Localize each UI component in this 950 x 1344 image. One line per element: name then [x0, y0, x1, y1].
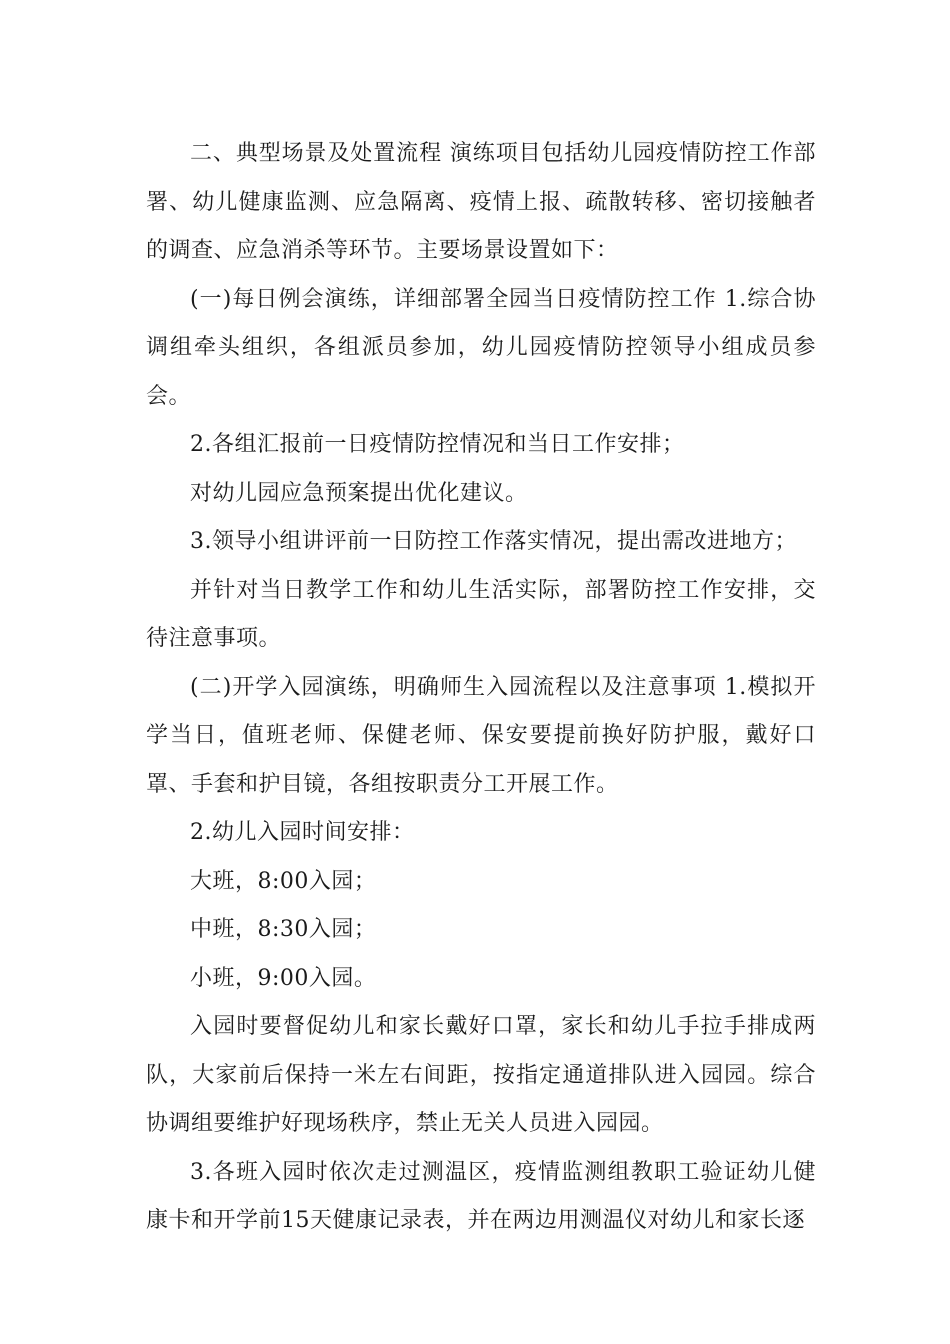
paragraph-entry-order: 入园时要督促幼儿和家长戴好口罩，家长和幼儿手拉手排成两队，大家前后保持一米左右间距，按指定通道排队进入园园。综合协调组要维护好现场秩序，禁止无关人员进入园园。 [146, 1014, 816, 1136]
paragraph-middle-class-time: 中班，8:30入园； [190, 917, 377, 942]
document-body [146, 130, 816, 1246]
paragraph-senior-class-time: 大班，8:00入园； [190, 868, 377, 894]
paragraph-deploy-arrangement: 并针对当日教学工作和幼儿生活实际，部署防控工作安排，交待注意事项。 [146, 577, 816, 651]
paragraph-daily-meeting: (一)每日例会演练，详细部署全园当日疫情防控工作 1.综合协调组牵头组织，各组派员参加，幼儿园疫情防控领导小组成员参会。 [146, 286, 816, 409]
paragraph-junior-class-time: 小班，9:00入园。 [190, 965, 377, 991]
paragraph-entry-schedule: 2.幼儿入园时间安排： [190, 820, 415, 845]
paragraph-temperature-check: 3.各班入园时依次走过测温区，疫情监测组教职工验证幼儿健康卡和开学前15天健康记录表，并在两边用测温仪对幼儿和家长逐 [146, 1159, 816, 1233]
paragraph-scenario-intro: 二、典型场景及处置流程 演练项目包括幼儿园疫情防控工作部署、幼儿健康监测、应急隔离、疫情上报、疏散转移、密切接触者的调查、应急消杀等环节。主要场景设置如下： [146, 141, 816, 263]
paragraph-leader-review: 3.领导小组讲评前一日防控工作落实情况，提出需改进地方； [190, 529, 797, 554]
paragraph-plan-suggestion: 对幼儿园应急预案提出优化建议。 [190, 480, 528, 506]
paragraph-group-report: 2.各组汇报前一日疫情防控情况和当日工作安排； [190, 432, 685, 457]
paragraph-school-entry-drill: (二)开学入园演练，明确师生入园流程以及注意事项 1.模拟开学当日，值班老师、保健老师、保安要提前换好防护服，戴好口罩、手套和护目镜，各组按职责分工开展工作。 [146, 674, 816, 797]
